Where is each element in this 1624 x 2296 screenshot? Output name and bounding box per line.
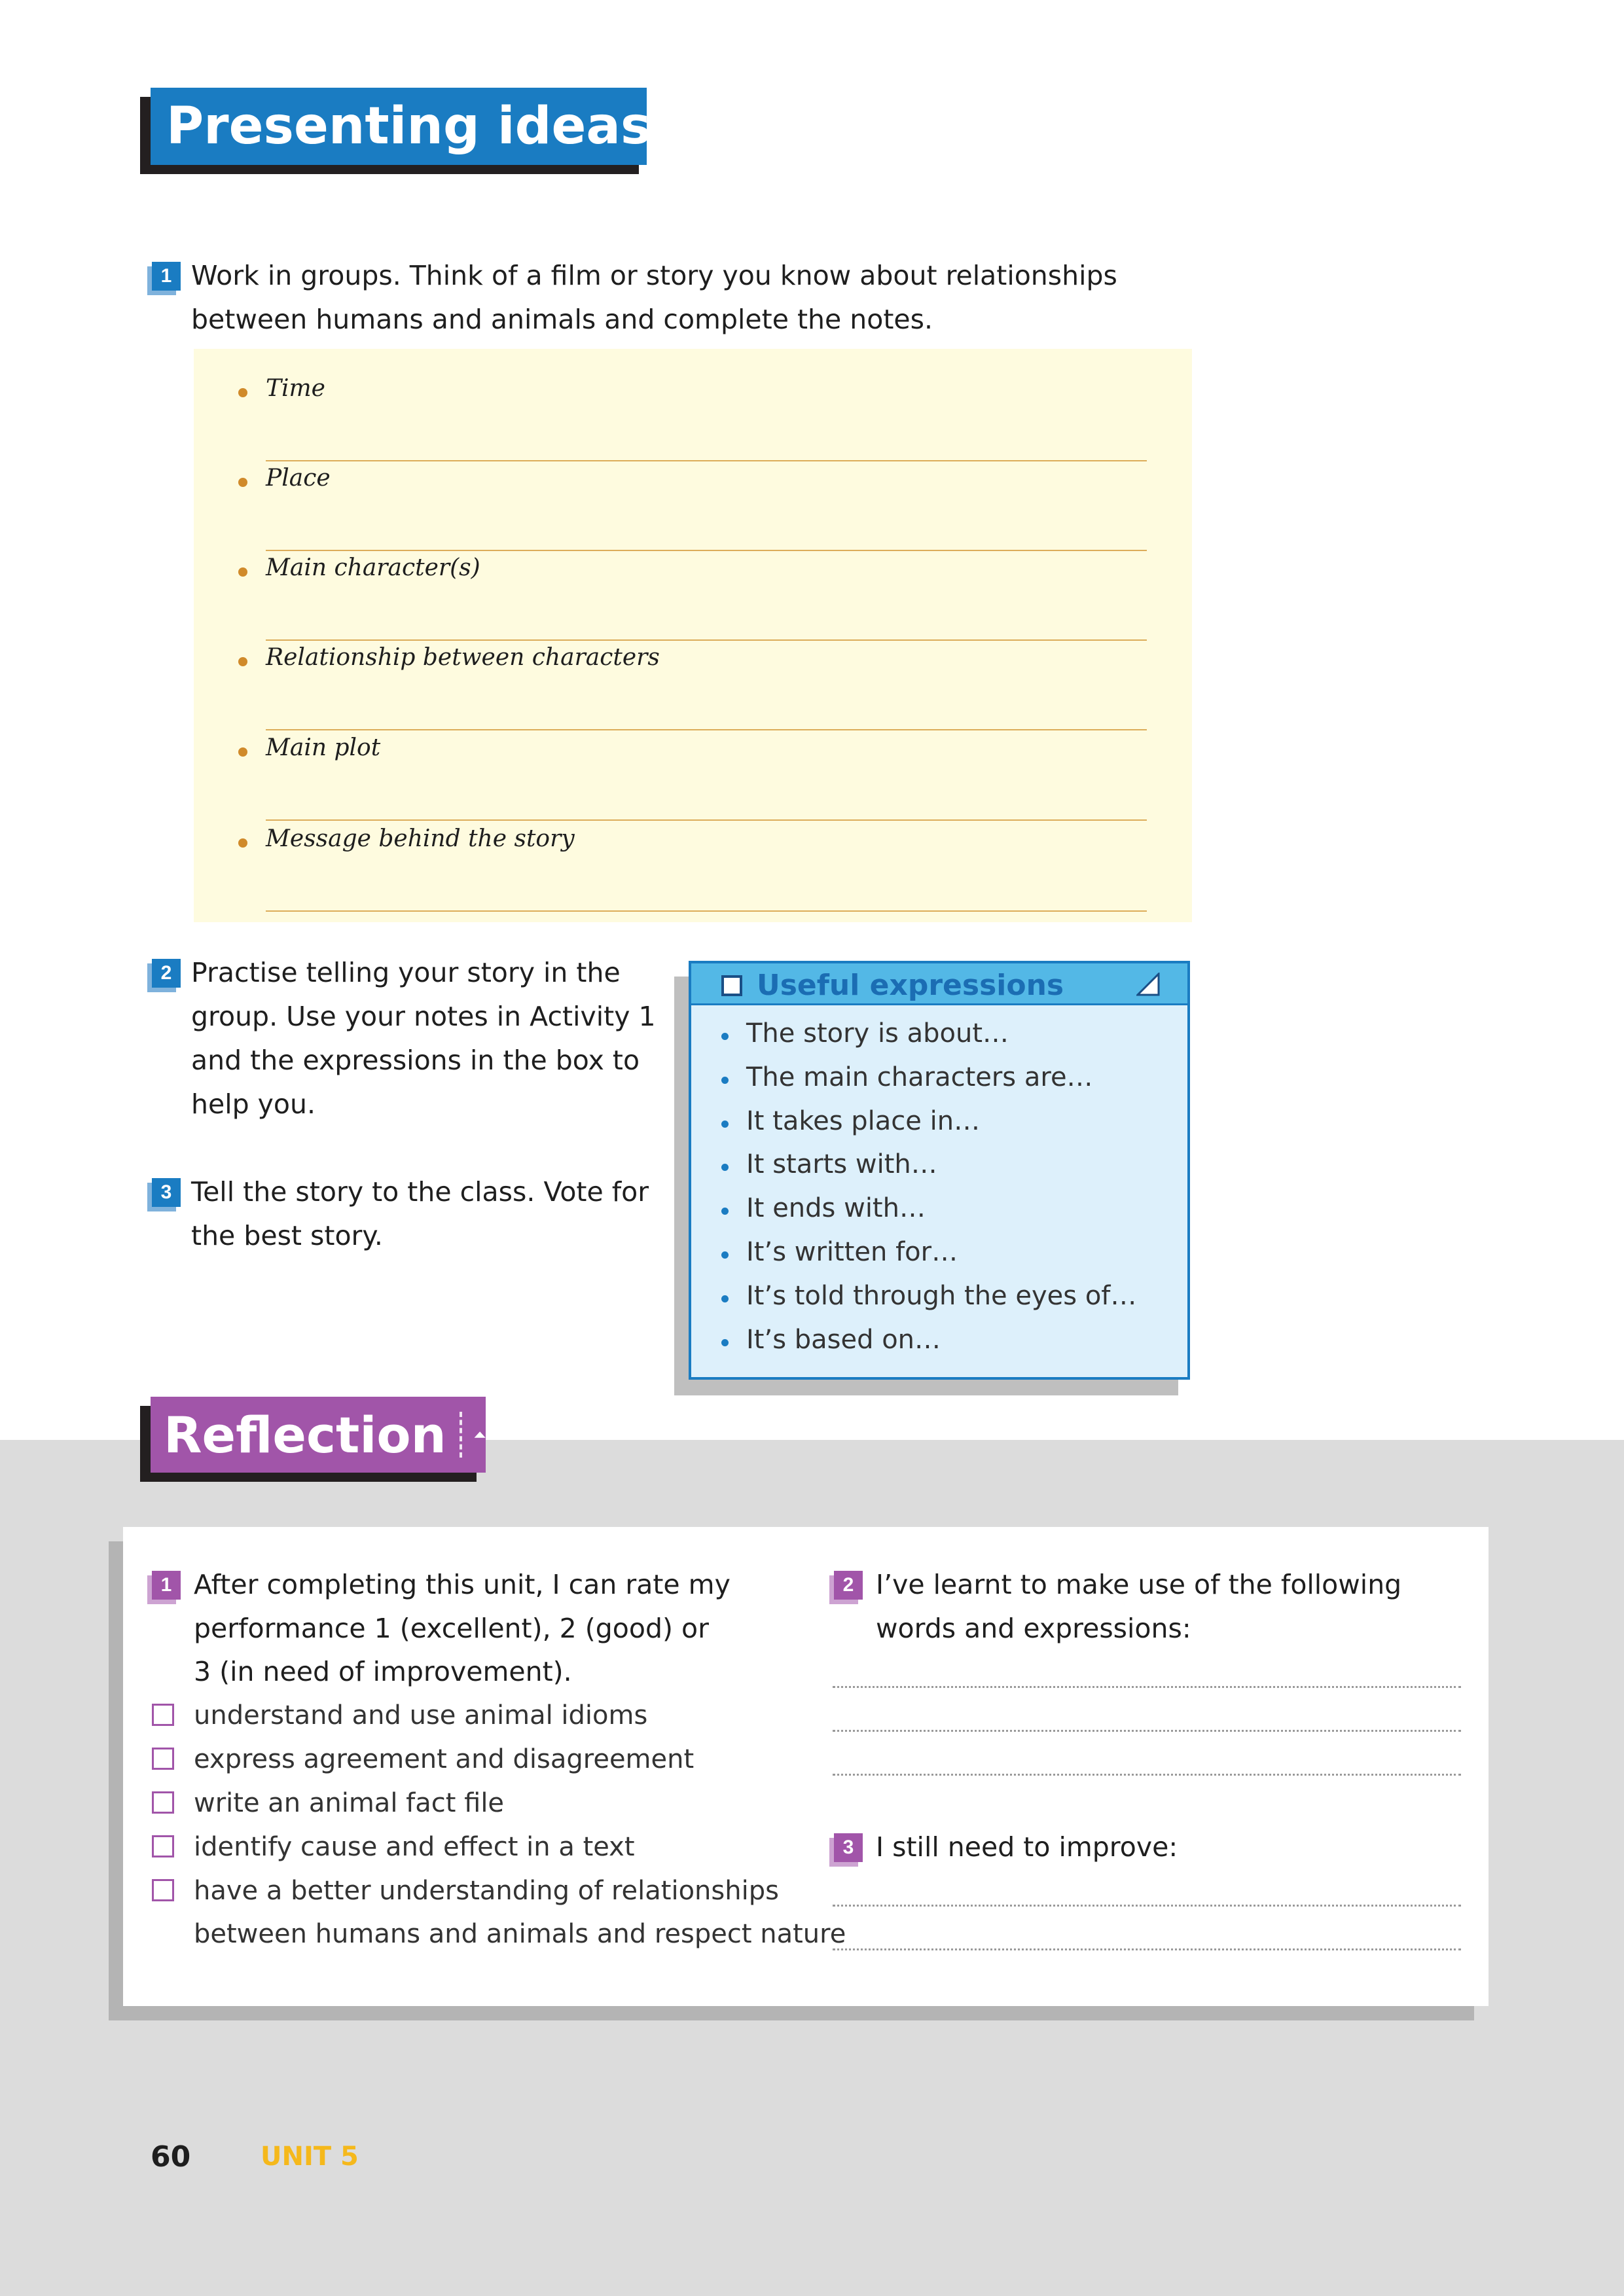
reflection-2-line-1: I’ve learnt to make use of the following <box>876 1569 1402 1600</box>
expression-text: The story is about… <box>746 1018 1009 1049</box>
note-bullet <box>238 478 247 487</box>
checkbox-icon <box>721 975 742 996</box>
presenting-banner <box>151 88 651 165</box>
reflection-3-text: I still need to improve: <box>876 1831 1178 1863</box>
rating-checkbox[interactable] <box>152 1835 174 1857</box>
useful-expressions-box <box>689 961 1190 1380</box>
reflection-1-number: 1 <box>152 1571 181 1600</box>
note-bullet <box>238 657 247 666</box>
useful-expressions-title: Useful expressions <box>757 969 1064 1002</box>
bullet-icon <box>721 1339 729 1346</box>
bullet-icon <box>721 1208 729 1215</box>
bullet-icon <box>721 1077 729 1084</box>
note-item-relationship <box>194 637 1192 728</box>
activity-3-line-1: Tell the story to the class. Vote for <box>191 1176 649 1208</box>
useful-expressions-header <box>691 963 1187 1005</box>
expression-text: The main characters are… <box>746 1062 1093 1092</box>
notes-box <box>194 349 1192 922</box>
checklist-item-cause-effect: identify cause and effect in a text <box>194 1832 635 1862</box>
activity-2-line-2: group. Use your notes in Activity 1 <box>191 1001 656 1032</box>
note-item-time <box>194 368 1192 459</box>
expression-text: It’s based on… <box>746 1325 941 1355</box>
note-bullet <box>238 567 247 577</box>
improve-answer-line[interactable] <box>833 1948 1461 1950</box>
unit-label: UNIT 5 <box>261 2142 359 2172</box>
bullet-icon <box>721 1164 729 1171</box>
reflection-1-line-3: 3 (in need of improvement). <box>194 1656 572 1687</box>
checklist-item-fact-file: write an animal fact file <box>194 1788 505 1818</box>
presenting-title: Presenting ideas <box>166 97 651 156</box>
activity-2-line-1: Practise telling your story in the <box>191 957 621 988</box>
note-bullet <box>238 838 247 848</box>
activity-3-number: 3 <box>152 1178 181 1207</box>
expression-text: It takes place in… <box>746 1106 981 1136</box>
banner-separator <box>460 1412 462 1458</box>
expression-text: It ends with… <box>746 1193 926 1223</box>
reflection-2-line-2: words and expressions: <box>876 1613 1191 1644</box>
note-label-main-plot: Main plot <box>266 734 381 761</box>
note-item-main-characters <box>194 548 1192 638</box>
corner-triangle-icon <box>1136 973 1160 996</box>
reflection-banner <box>151 1397 486 1473</box>
note-item-place <box>194 458 1192 548</box>
bullet-icon <box>721 1033 729 1040</box>
rating-checkbox[interactable] <box>152 1879 174 1901</box>
activity-2-number: 2 <box>152 959 181 988</box>
checklist-item-agreement: express agreement and disagreement <box>194 1744 695 1774</box>
checklist-item-relationships-continued: between humans and animals and respect nature <box>194 1919 846 1949</box>
banner-separator <box>665 103 668 149</box>
activity-3-line-2: the best story. <box>191 1220 383 1251</box>
activity-1-instruction-line-1: Work in groups. Think of a film or story you know about relationships <box>191 260 1117 291</box>
expression-text: It starts with… <box>746 1149 937 1179</box>
bullet-icon <box>721 1295 729 1302</box>
improve-answer-line[interactable] <box>833 1905 1461 1907</box>
checklist-item-idioms: understand and use animal idioms <box>194 1700 648 1731</box>
activity-2-line-3: and the expressions in the box to <box>191 1045 640 1076</box>
note-label-main-characters: Main character(s) <box>266 554 480 581</box>
note-answer-line[interactable] <box>266 910 1147 912</box>
note-item-message <box>194 819 1192 909</box>
reflection-3-number: 3 <box>834 1833 863 1862</box>
expression-text: It’s told through the eyes of… <box>746 1281 1137 1311</box>
activity-1-number: 1 <box>152 262 181 291</box>
expression-text: It’s written for… <box>746 1237 958 1267</box>
note-label-time: Time <box>266 375 325 402</box>
reflection-1-line-2: performance 1 (excellent), 2 (good) or <box>194 1613 709 1644</box>
note-label-relationship: Relationship between characters <box>266 644 660 671</box>
rating-checkbox[interactable] <box>152 1704 174 1726</box>
words-answer-line[interactable] <box>833 1730 1461 1732</box>
up-triangle-icon <box>474 1423 486 1446</box>
words-answer-line[interactable] <box>833 1686 1461 1688</box>
note-bullet <box>238 388 247 397</box>
words-answer-line[interactable] <box>833 1774 1461 1776</box>
reflection-2-number: 2 <box>834 1571 863 1600</box>
bullet-icon <box>721 1121 729 1128</box>
rating-checkbox[interactable] <box>152 1748 174 1770</box>
page-number: 60 <box>151 2140 191 2174</box>
activity-2-line-4: help you. <box>191 1088 316 1120</box>
reflection-1-line-1: After completing this unit, I can rate my <box>194 1569 731 1600</box>
checklist-item-relationships: have a better understanding of relationships <box>194 1876 779 1906</box>
activity-1-instruction-line-2: between humans and animals and complete the notes. <box>191 304 933 335</box>
note-item-main-plot <box>194 728 1192 818</box>
note-label-message: Message behind the story <box>266 825 575 852</box>
rating-checkbox[interactable] <box>152 1791 174 1814</box>
note-label-place: Place <box>266 465 331 492</box>
note-bullet <box>238 747 247 757</box>
bullet-icon <box>721 1251 729 1259</box>
reflection-title: Reflection <box>164 1405 446 1464</box>
